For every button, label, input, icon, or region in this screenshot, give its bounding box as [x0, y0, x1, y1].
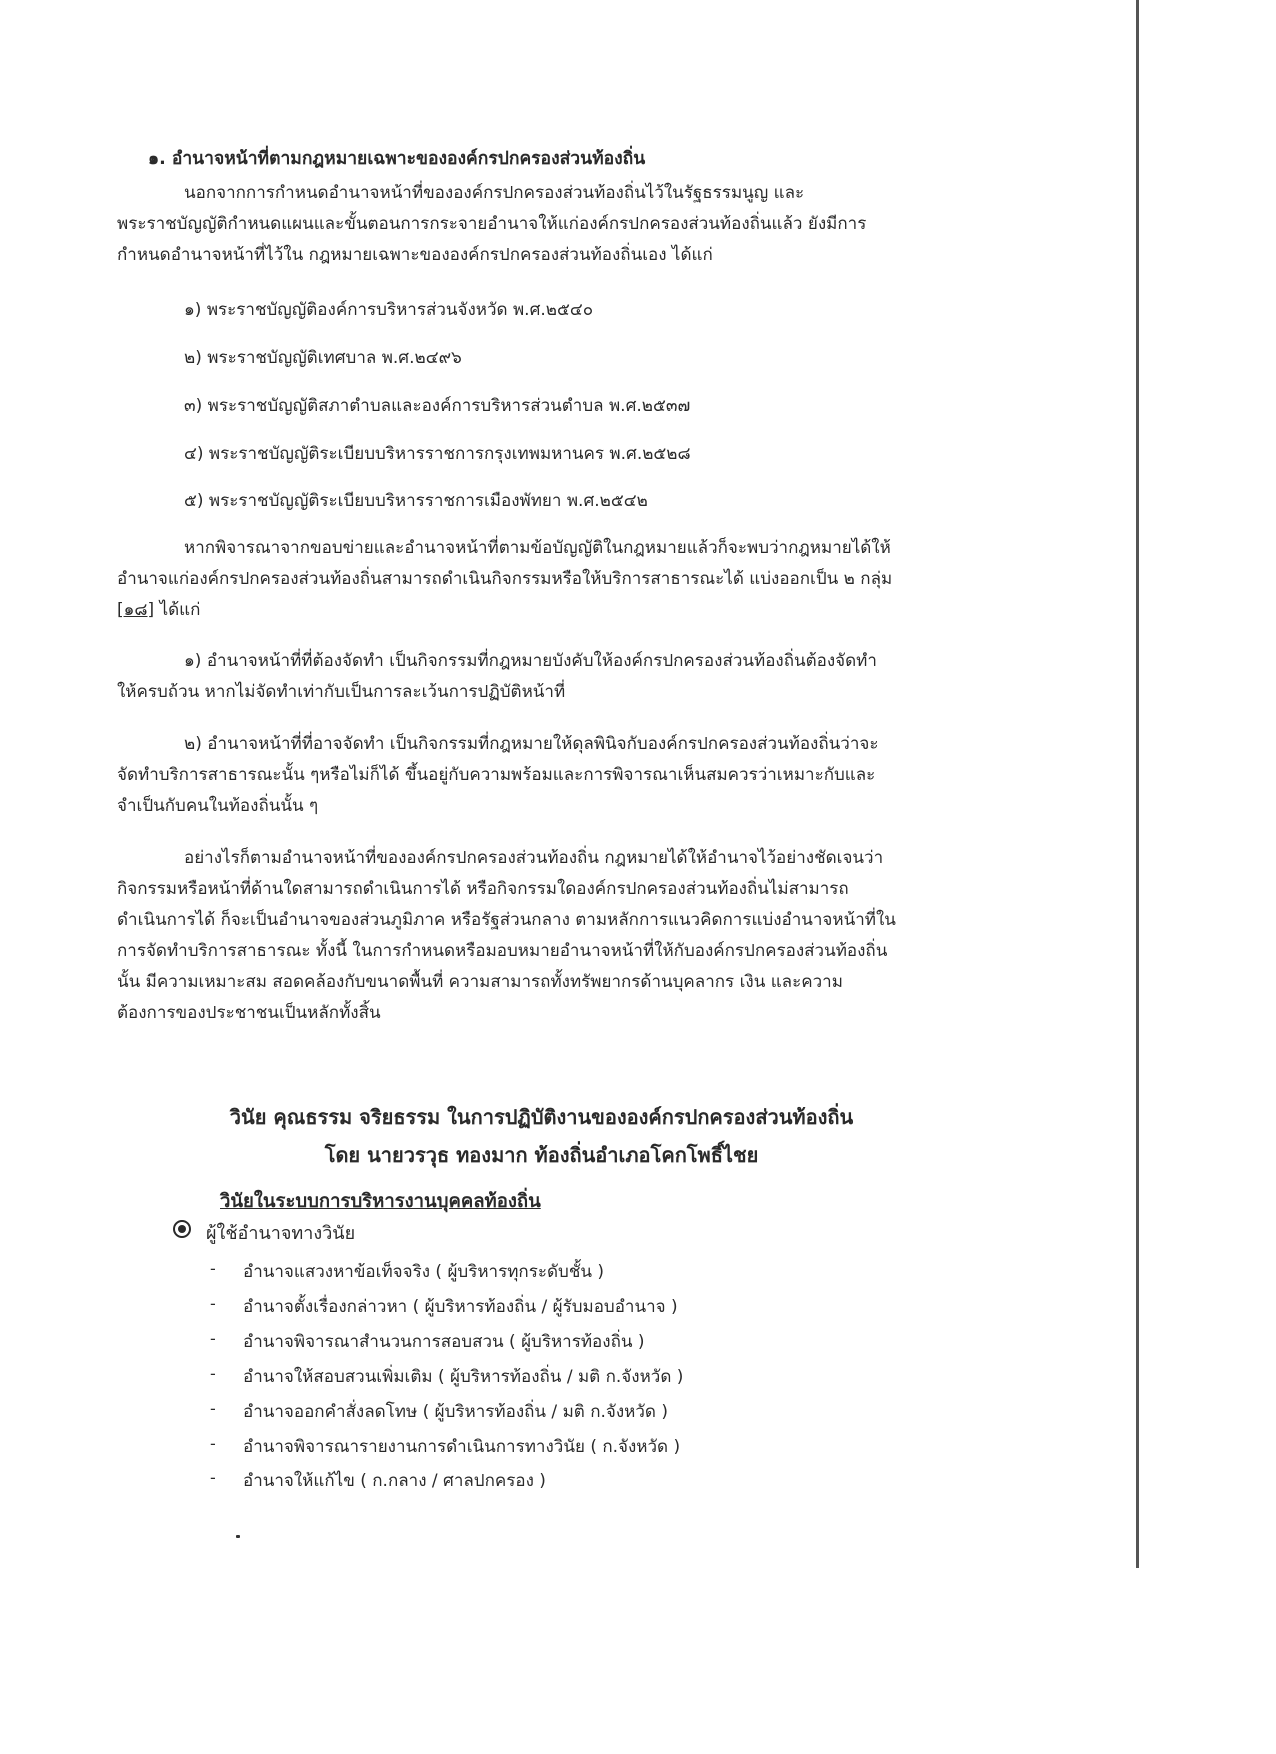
- may-do-line: จำเป็นกับคนในท้องถิ่นนั้น ๆ: [117, 796, 319, 816]
- conclusion-line: กิจกรรมหรือหน้าที่ด้านใดสามารถดำเนินการได้ หรือกิจกรรมใดองค์กรปกครองส่วนท้องถิ่นไม่สามารถ: [117, 879, 849, 899]
- author-line: โดย นายวรวุธ ทองมาก ท้องถิ่นอำเภอโคกโพธิ์ไชย: [324, 1143, 759, 1167]
- dash-marker: -: [210, 1434, 216, 1453]
- may-do-paragraph: [117, 729, 969, 822]
- power-item: อำนาจตั้งเรื่องกล่าวหา ( ผู้บริหารท้องถิ่น / ผู้รับมอบอำนาจ ): [243, 1297, 678, 1317]
- sub-heading: วินัยในระบบการบริหารงานบุคคลท้องถิ่น: [220, 1191, 541, 1212]
- must-do-line: ให้ครบถ้วน หากไม่จัดทำเท่ากับเป็นการละเว้นการปฏิบัติหน้าที่: [117, 682, 566, 702]
- must-do-line: ๑) อำนาจหน้าที่ที่ต้องจัดทำ เป็นกิจกรรมที่กฎหมายบังคับให้องค์กรปกครองส่วนท้องถิ่นต้องจัดทำ: [184, 651, 877, 671]
- power-item: อำนาจพิจารณาสำนวนการสอบสวน ( ผู้บริหารท้องถิ่น ): [243, 1332, 645, 1352]
- law-item: ๔) พระราชบัญญัติระเบียบบริหารราชการกรุงเทพมหานคร พ.ศ.๒๕๒๘: [184, 444, 691, 464]
- section-title: วินัย คุณธรรม จริยธรรม ในการปฏิบัติงานขององค์กรปกครองส่วนท้องถิ่น: [229, 1105, 854, 1129]
- page-edge-line: [1136, 0, 1139, 1568]
- conclusion-line: การจัดทำบริการสาธารณะ ทั้งนี้ ในการกำหนดหรือมอบหมายอำนาจหน้าที่ให้กับองค์กรปกครองส่วนท้องถิ่น: [117, 941, 888, 961]
- consider-paragraph: [117, 533, 969, 626]
- bullet-label: ผู้ใช้อำนาจทางวินัย: [206, 1223, 356, 1244]
- consider-line: หากพิจารณาจากขอบข่ายและอำนาจหน้าที่ตามข้อบัญญัติในกฎหมายแล้วก็จะพบว่ากฎหมายได้ให้: [184, 538, 891, 558]
- conclusion-line: นั้น มีความเหมาะสม สอดคล้องกับขนาดพื้นที่ ความสามารถทั้งทรัพยากรด้านบุคลากร เงิน และความ: [117, 972, 843, 992]
- law-item: ๑) พระราชบัญญัติองค์การบริหารส่วนจังหวัด พ.ศ.๒๕๔๐: [184, 300, 594, 320]
- dash-marker: -: [210, 1259, 216, 1278]
- intro-line: นอกจากการกำหนดอำนาจหน้าที่ขององค์กรปกครองส่วนท้องถิ่นไว้ในรัฐธรรมนูญ และ: [184, 183, 805, 203]
- dash-marker: -: [210, 1468, 216, 1487]
- law-item: ๓) พระราชบัญญัติสภาตำบลและองค์การบริหารส่วนตำบล พ.ศ.๒๕๓๗: [184, 396, 691, 416]
- power-item: อำนาจแสวงหาข้อเท็จจริง ( ผู้บริหารทุกระดับชั้น ): [243, 1262, 605, 1282]
- conclusion-paragraph: [117, 843, 969, 1029]
- consider-line: อำนาจแก่องค์กรปกครองส่วนท้องถิ่นสามารถดำเนินกิจกรรมหรือให้บริการสาธารณะได้ แบ่งออกเป็น ๒ กลุ่ม: [117, 569, 893, 589]
- conclusion-line: ต้องการของประชาชนเป็นหลักทั้งสิ้น: [117, 1003, 381, 1023]
- dash-marker: -: [210, 1399, 216, 1418]
- law-item: ๒) พระราชบัญญัติเทศบาล พ.ศ.๒๔๙๖: [184, 348, 462, 368]
- intro-paragraph: [117, 178, 969, 271]
- conclusion-line: ดำเนินการได้ ก็จะเป็นอำนาจของส่วนภูมิภาค หรือรัฐส่วนกลาง ตามหลักการแนวคิดการแบ่งอำนาจหน้าที่ใน: [117, 910, 896, 930]
- law-item: ๕) พระราชบัญญัติระเบียบบริหารราชการเมืองพัทยา พ.ศ.๒๕๔๒: [184, 491, 648, 511]
- radio-bullet-icon: [173, 1220, 191, 1238]
- intro-line: กำหนดอำนาจหน้าที่ไว้ใน กฎหมายเฉพาะขององค์กรปกครองส่วนท้องถิ่นเอง ได้แก่: [117, 245, 713, 265]
- reference-link[interactable]: [๑๘]: [117, 600, 155, 620]
- section-heading: ๑. อำนาจหน้าที่ตามกฎหมายเฉพาะขององค์กรปกครองส่วนท้องถิ่น: [148, 149, 646, 169]
- dash-marker: -: [210, 1329, 216, 1348]
- scan-speck: [236, 1535, 240, 1538]
- power-item: อำนาจให้สอบสวนเพิ่มเติม ( ผู้บริหารท้องถิ่น / มติ ก.จังหวัด ): [243, 1367, 684, 1387]
- power-item: อำนาจให้แก้ไข ( ก.กลาง / ศาลปกครอง ): [243, 1471, 546, 1491]
- conclusion-line: อย่างไรก็ตามอำนาจหน้าที่ขององค์กรปกครองส่วนท้องถิ่น กฎหมายได้ให้อำนาจไว้อย่างชัดเจนว่า: [184, 848, 884, 868]
- may-do-line: จัดทำบริการสาธารณะนั้น ๆหรือไม่ก็ได้ ขึ้นอยู่กับความพร้อมและการพิจารณาเห็นสมควรว่าเหมาะกับและ: [117, 765, 876, 785]
- power-item: อำนาจออกคำสั่งลดโทษ ( ผู้บริหารท้องถิ่น / มติ ก.จังหวัด ): [243, 1402, 668, 1422]
- consider-tail: ได้แก่: [154, 600, 201, 620]
- must-do-paragraph: [117, 646, 969, 708]
- power-item: อำนาจพิจารณารายงานการดำเนินการทางวินัย ( ก.จังหวัด ): [243, 1437, 681, 1457]
- may-do-line: ๒) อำนาจหน้าที่ที่อาจจัดทำ เป็นกิจกรรมที่กฎหมายให้ดุลพินิจกับองค์กรปกครองส่วนท้องถิ่นว่าจะ: [184, 734, 879, 754]
- dash-marker: -: [210, 1294, 216, 1313]
- intro-line: พระราชบัญญัติกำหนดแผนและขั้นตอนการกระจายอำนาจให้แก่องค์กรปกครองส่วนท้องถิ่นแล้ว ยังมีการ: [117, 214, 867, 234]
- dash-marker: -: [210, 1364, 216, 1383]
